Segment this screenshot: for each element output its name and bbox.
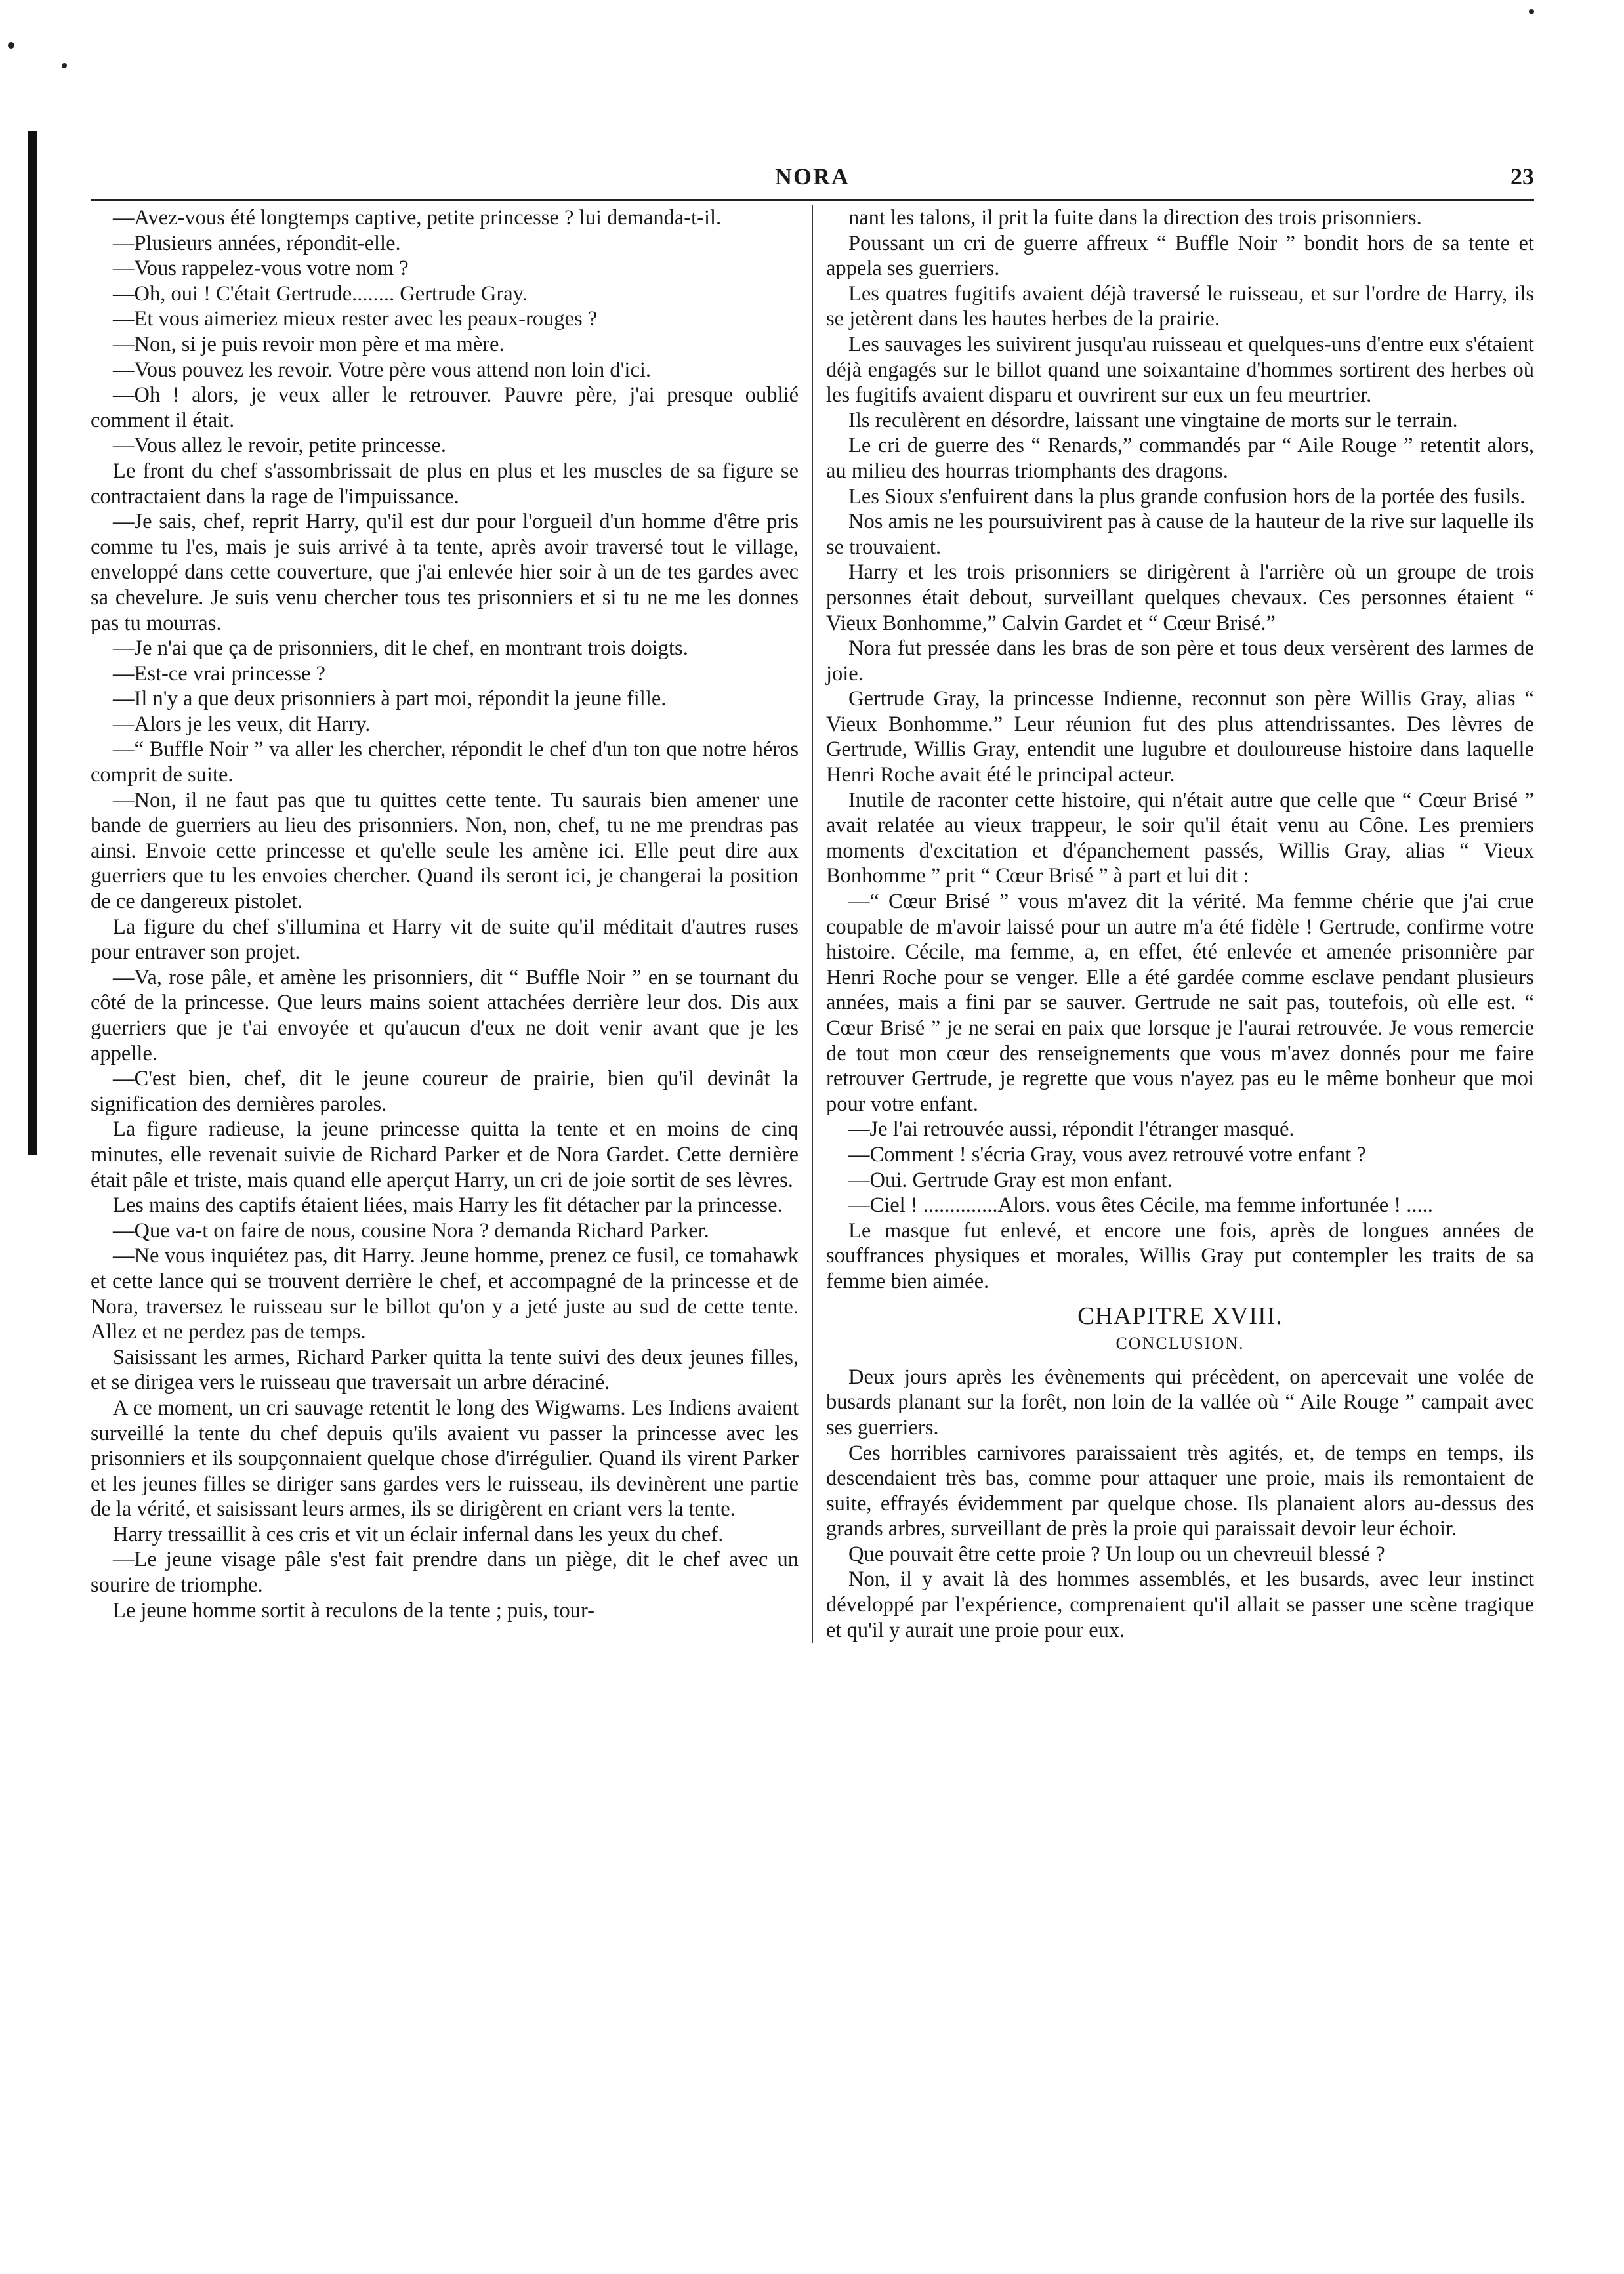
- running-head: NORA: [775, 163, 850, 190]
- paragraph: Ils reculèrent en désordre, laissant une vingtaine de morts sur le terrain.: [848, 408, 1458, 432]
- paragraph: —Ne vous inquiétez pas, dit Harry. Jeune homme, prenez ce fusil, ce tomahawk et cette lance qui se trouvent derrière le chef, et accompagné de la princesse et de Nora, traversez le ruisseau sur le billot qu'on y a jeté juste au sud de cette tente. Allez et ne perdez pas de temps.: [91, 1244, 799, 1344]
- paragraph: Saisissant les armes, Richard Parker quitta la tente suivi des deux jeunes filles, et se dirigea vers le ruisseau que traversait un arbre déraciné.: [91, 1345, 799, 1395]
- paragraph: —Je n'ai que ça de prisonniers, dit le chef, en montrant trois doigts.: [113, 636, 688, 661]
- paragraph: Les mains des captifs étaient liées, mais Harry les fit détacher par la princesse.: [113, 1193, 783, 1218]
- paragraph: Harry tressaillit à ces cris et vit un éclair infernal dans les yeux du chef.: [113, 1522, 724, 1546]
- paragraph: La figure du chef s'illumina et Harry vit de suite qu'il méditait d'autres ruses pour entraver son projet.: [91, 915, 799, 964]
- paragraph: —Plusieurs années, répondit-elle.: [113, 231, 401, 255]
- paragraph: —Vous pouvez les revoir. Votre père vous attend non loin d'ici.: [113, 358, 652, 382]
- paragraph: —Alors je les veux, dit Harry.: [113, 712, 371, 736]
- chapter-subtitle: CONCLUSION.: [1115, 1334, 1245, 1354]
- binding-edge-bar: [28, 131, 37, 1155]
- chapter-title: CHAPITRE XVIII.: [1077, 1302, 1283, 1330]
- paragraph: Les quatres fugitifs avaient déjà traversé le ruisseau, et sur l'ordre de Harry, ils se jetèrent dans les hautes herbes de la prairie.: [826, 281, 1534, 331]
- paragraph: Non, il y avait là des hommes assemblés, et les busards, avec leur instinct développé par l'expérience, comprenaient qu'il allait se passer une scène tragique et qu'il y aurait une proie pour eux.: [826, 1567, 1534, 1642]
- page-number: 23: [1510, 163, 1534, 190]
- paragraph: —C'est bien, chef, dit le jeune coureur de prairie, bien qu'il devinât la signification des dernières paroles.: [91, 1067, 799, 1116]
- paragraph: —Non, il ne faut pas que tu quittes cette tente. Tu saurais bien amener une bande de guerriers au lieu des prisonniers. Non, non, chef, tu ne me prendras pas ainsi. Envoie cette princesse et qu'elle seule les amène ici. Elle peut dire aux guerriers que tu les envoies chercher. Quand ils seront ici, je changerai la position de ce dangereux pistolet.: [91, 788, 799, 914]
- paragraph: —Ciel ! ..............Alors. vous êtes Cécile, ma femme infortunée ! .....: [848, 1193, 1433, 1218]
- paragraph: Le front du chef s'assombrissait de plus en plus et les muscles de sa figure se contractaient dans la rage de l'impuissance.: [91, 459, 799, 508]
- paragraph: —Comment ! s'écria Gray, vous avez retrouvé votre enfant ?: [848, 1142, 1366, 1167]
- paragraph: nant les talons, il prit la fuite dans la direction des trois prisonniers.: [848, 206, 1422, 230]
- paragraph: —Vous allez le revoir, petite princesse.: [113, 434, 447, 458]
- speck-left-1: [8, 42, 14, 49]
- paragraph: —Non, si je puis revoir mon père et ma mère.: [113, 332, 505, 356]
- paragraph: —Je l'ai retrouvée aussi, répondit l'étranger masqué.: [848, 1117, 1295, 1142]
- right-column: [813, 205, 1534, 1643]
- newspaper-page: [91, 159, 1534, 1643]
- paragraph: Ces horribles carnivores paraissaient très agités, et, de temps en temps, ils descendaient très bas, comme pour attaquer une proie, mais ils remontaient de suite, effrayés évidemment par quelque chose. Ils planaient alors au-dessus des grands arbres, surveillant de près la proie qui paraissait devoir leur échoir.: [826, 1441, 1534, 1541]
- paragraph: —Il n'y a que deux prisonniers à part moi, répondit la jeune fille.: [113, 687, 667, 711]
- paragraph: Nos amis ne les poursuivirent pas à cause de la hauteur de la rive sur laquelle ils se trouvaient.: [826, 510, 1534, 559]
- paragraph: Le cri de guerre des “ Renards,” commandés par “ Aile Rouge ” retentit alors, au milieu des hourras triomphants des dragons.: [826, 434, 1534, 483]
- paragraph: Le jeune homme sortit à reculons de la tente ; puis, tour-: [113, 1598, 594, 1623]
- paragraph: —Oh, oui ! C'était Gertrude........ Gertrude Gray.: [113, 281, 528, 306]
- paragraph: —“ Cœur Brisé ” vous m'avez dit la vérité. Ma femme chérie que j'ai crue coupable de m'avoir laissé pour un autre m'a été fidèle ! Gertrude, confirme votre histoire. Cécile, ma femme, a, en effet, été enlevée et amenée prisonnière par Henri Roche pour se venger. Elle a été gardée comme esclave pendant plusieurs années, mais a fini par se sauver. Gertrude ne sait pas, toutefois, où elle est. “ Cœur Brisé ” je ne serai en paix que lorsque je l'aurai retrouvée. Je vous remercie de tout mon cœur des renseignements que vous m'avez donnés pour me faire retrouver Gertrude, je regrette que vous n'ayez pas eu le même bonheur que moi pour votre enfant.: [826, 890, 1534, 1116]
- text-columns: [91, 205, 1534, 1643]
- paragraph: Poussant un cri de guerre affreux “ Buffle Noir ” bondit hors de sa tente et appela ses guerriers.: [826, 231, 1534, 281]
- paragraph: —Que va-t on faire de nous, cousine Nora ? demanda Richard Parker.: [113, 1218, 709, 1243]
- paragraph: —Avez-vous été longtemps captive, petite princesse ? lui demanda-t-il.: [113, 206, 722, 230]
- paragraph: —Va, rose pâle, et amène les prisonniers, dit “ Buffle Noir ” en se tournant du côté de la princesse. Que leurs mains soient attachées derrière leur dos. Dis aux guerriers que je t'ai envoyée et qu'aucun d'eux ne doit venir avant que je les appelle.: [91, 965, 799, 1065]
- paragraph: —Oui. Gertrude Gray est mon enfant.: [848, 1168, 1173, 1192]
- paragraph: A ce moment, un cri sauvage retentit le long des Wigwams. Les Indiens avaient surveillé la tente du chef depuis qu'ils avaient vu passer la princesse avec les prisonniers et ils soupçonnaient quelque chose d'irrégulier. Quand ils virent Parker et les jeunes filles se diriger sans gardes vers le ruisseau, ils devinèrent une partie de la vérité, et saisissant leurs armes, ils se dirigèrent en criant vers la tente.: [91, 1395, 799, 1521]
- paragraph: —Est-ce vrai princesse ?: [113, 661, 325, 686]
- right-column-text-after: [826, 1365, 1534, 1643]
- paragraph: Nora fut pressée dans les bras de son père et tous deux versèrent des larmes de joie.: [826, 636, 1534, 686]
- paragraph: Que pouvait être cette proie ? Un loup ou un chevreuil blessé ?: [848, 1542, 1385, 1566]
- paragraph: Gertrude Gray, la princesse Indienne, reconnut son père Willis Gray, alias “ Vieux Bonhomme.” Leur réunion fut des plus attendrissantes. Des lèvres de Gertrude, Willis Gray, entendit une lugubre et douloureuse histoire dans laquelle Henri Roche avait été le principal acteur.: [826, 687, 1534, 787]
- left-column: [91, 205, 812, 1643]
- paragraph: —Oh ! alors, je veux aller le retrouver. Pauvre père, j'ai presque oublié comment il était.: [91, 383, 799, 432]
- paragraph: —Et vous aimeriez mieux rester avec les peaux-rouges ?: [113, 307, 598, 331]
- paragraph: Les Sioux s'enfuirent dans la plus grande confusion hors de la portée des fusils.: [848, 484, 1526, 508]
- paragraph: Inutile de raconter cette histoire, qui n'était autre que celle que “ Cœur Brisé ” avait relatée au vieux trappeur, le soir qu'il était venu au Cône. Les premiers moments d'excitation et d'épanchement passés, Willis Gray, alias “ Vieux Bonhomme ” prit “ Cœur Brisé ” à part et lui dit :: [826, 788, 1534, 888]
- paragraph: —Je sais, chef, reprit Harry, qu'il est dur pour l'orgueil d'un homme d'être pris comme tu l'es, mais je suis arrivé à ta tente, après avoir traversé tout le village, enveloppé dans cette couverture, que j'ai enlevée hier soir à un de tes gardes avec sa chevelure. Je suis venu chercher tous tes prisonniers et si tu ne me les donnes pas tu mourras.: [91, 510, 799, 635]
- speck-left-2: [62, 63, 67, 68]
- page-header: [91, 159, 1534, 193]
- right-column-text-before: [826, 205, 1534, 1294]
- paragraph: —Vous rappelez-vous votre nom ?: [113, 257, 409, 281]
- paragraph: —“ Buffle Noir ” va aller les chercher, répondit le chef d'un ton que notre héros comprit de suite.: [91, 737, 799, 787]
- speck-top-right: [1529, 9, 1534, 14]
- paragraph: Harry et les trois prisonniers se dirigèrent à l'arrière où un groupe de trois personnes était debout, surveillant quelques chevaux. Ces personnes étaient “ Vieux Bonhomme,” Calvin Gardet et “ Cœur Brisé.”: [826, 560, 1534, 635]
- paragraph: La figure radieuse, la jeune princesse quitta la tente et en moins de cinq minutes, elle revenait suivie de Richard Parker et de Nora Gardet. Cette dernière était pâle et triste, mais quand elle aperçut Harry, un cri de joie sortit de ses lèvres.: [91, 1117, 799, 1192]
- paragraph: Le masque fut enlevé, et encore une fois, après de longues années de souffrances physiques et morales, Willis Gray put contempler les traits de sa femme bien aimée.: [826, 1218, 1534, 1293]
- paragraph: Deux jours après les évènements qui précèdent, on apercevait une volée de busards planant sur la forêt, non loin de la vallée où “ Aile Rouge ” campait avec ses guerriers.: [826, 1365, 1534, 1439]
- paragraph: Les sauvages les suivirent jusqu'au ruisseau et quelques-uns d'entre eux s'étaient déjà engagés sur le billot quand une soixantaine d'hommes sortirent des herbes où les fugitifs avaient disparu et ouvrirent sur eux un feu meurtrier.: [826, 332, 1534, 407]
- paragraph: —Le jeune visage pâle s'est fait prendre dans un piège, dit le chef avec un sourire de triomphe.: [91, 1548, 799, 1598]
- header-rule: [91, 199, 1534, 201]
